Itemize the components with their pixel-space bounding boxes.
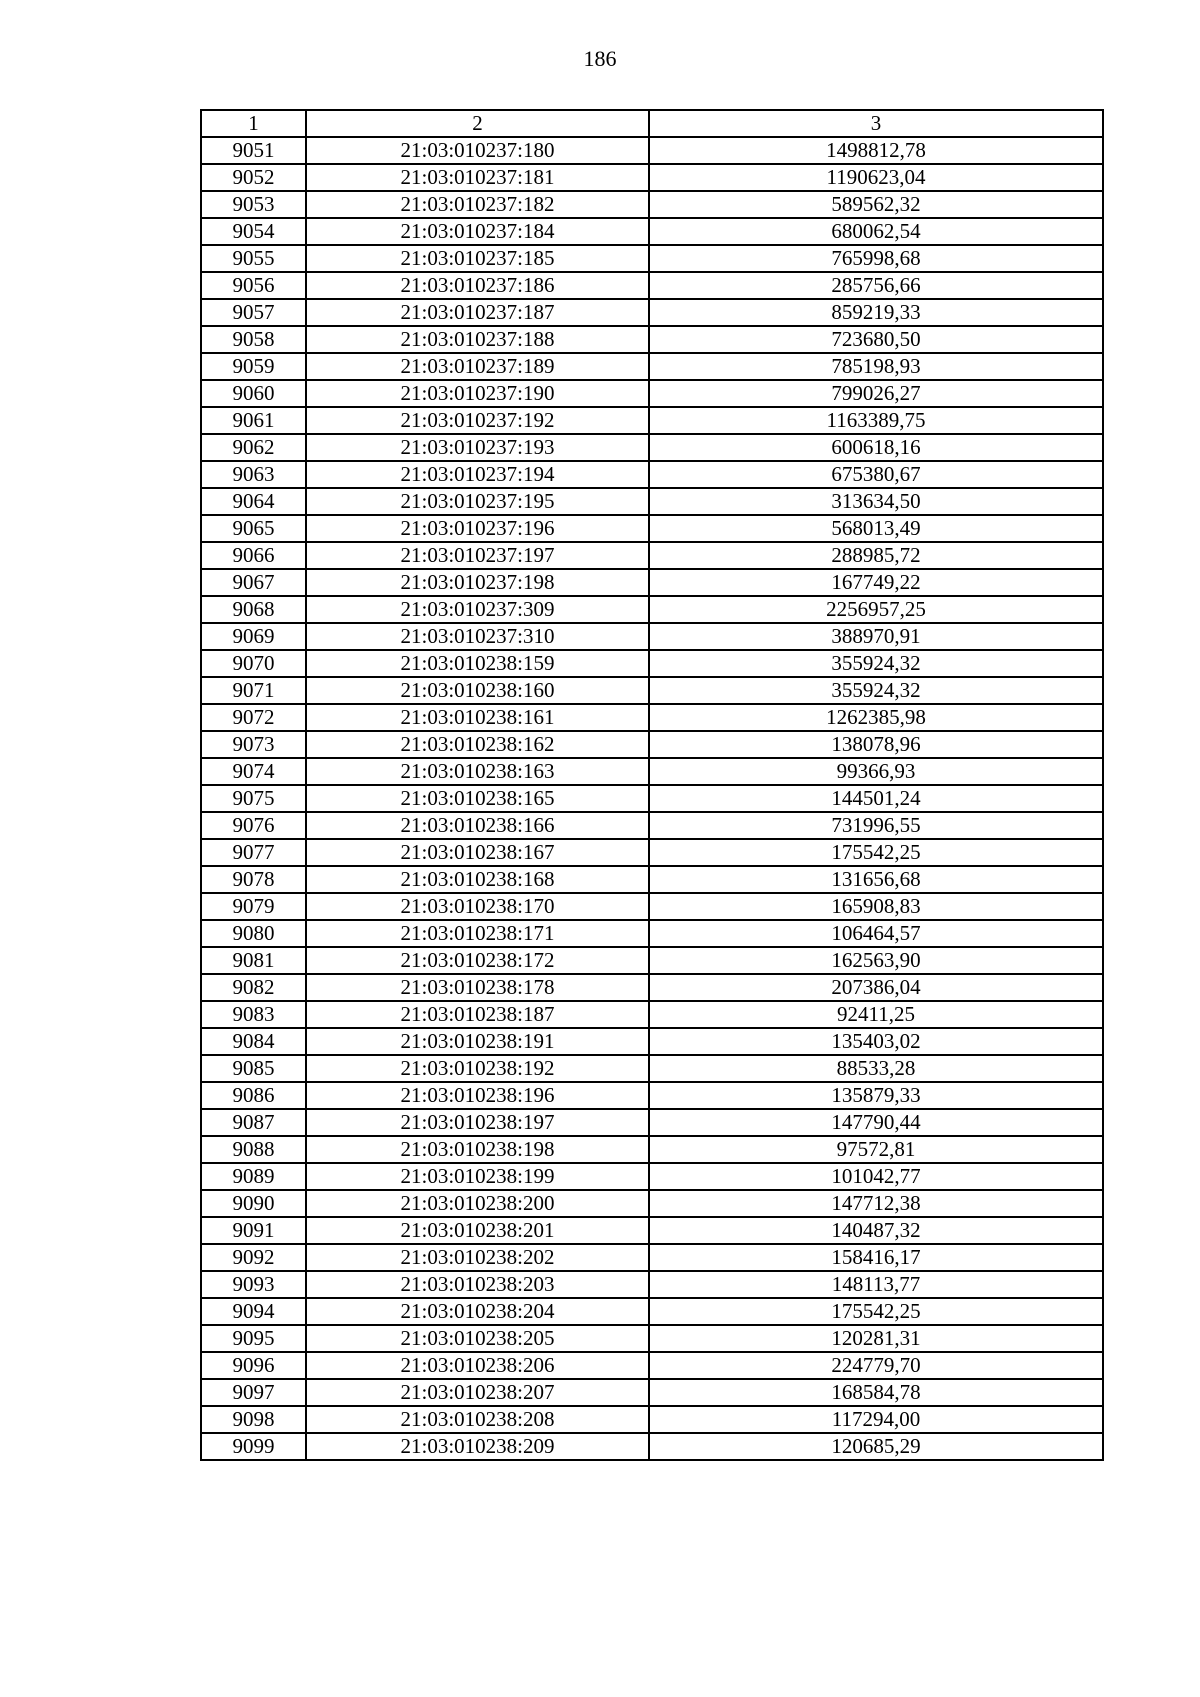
row-number-cell: 9052 <box>201 164 306 191</box>
value-cell: 88533,28 <box>649 1055 1103 1082</box>
table-row <box>201 218 1103 245</box>
table-row <box>201 1406 1103 1433</box>
row-number-cell: 9068 <box>201 596 306 623</box>
cadastral-number-cell: 21:03:010237:190 <box>306 380 649 407</box>
table-row <box>201 1082 1103 1109</box>
row-number-cell: 9055 <box>201 245 306 272</box>
cadastral-number-cell: 21:03:010237:189 <box>306 353 649 380</box>
table-row <box>201 1001 1103 1028</box>
row-number-cell: 9089 <box>201 1163 306 1190</box>
value-cell: 120685,29 <box>649 1433 1103 1460</box>
table-row <box>201 1109 1103 1136</box>
value-cell: 388970,91 <box>649 623 1103 650</box>
cadastral-number-cell: 21:03:010238:187 <box>306 1001 649 1028</box>
table-row <box>201 353 1103 380</box>
table-row <box>201 164 1103 191</box>
table-row <box>201 1271 1103 1298</box>
value-cell: 2256957,25 <box>649 596 1103 623</box>
cadastral-number-cell: 21:03:010238:208 <box>306 1406 649 1433</box>
row-number-cell: 9096 <box>201 1352 306 1379</box>
table-row <box>201 704 1103 731</box>
value-cell: 1163389,75 <box>649 407 1103 434</box>
row-number-cell: 9076 <box>201 812 306 839</box>
cadastral-number-cell: 21:03:010238:170 <box>306 893 649 920</box>
table-row <box>201 299 1103 326</box>
table-row <box>201 731 1103 758</box>
value-cell: 158416,17 <box>649 1244 1103 1271</box>
cadastral-number-cell: 21:03:010237:195 <box>306 488 649 515</box>
cadastral-number-cell: 21:03:010238:199 <box>306 1163 649 1190</box>
row-number-cell: 9092 <box>201 1244 306 1271</box>
value-cell: 589562,32 <box>649 191 1103 218</box>
table-header-row <box>201 110 1103 137</box>
cadastral-number-cell: 21:03:010238:160 <box>306 677 649 704</box>
row-number-cell: 9064 <box>201 488 306 515</box>
cadastral-number-cell: 21:03:010238:201 <box>306 1217 649 1244</box>
value-cell: 165908,83 <box>649 893 1103 920</box>
table-row <box>201 893 1103 920</box>
row-number-cell: 9073 <box>201 731 306 758</box>
table-row <box>201 1217 1103 1244</box>
table-row <box>201 1325 1103 1352</box>
cadastral-number-cell: 21:03:010238:197 <box>306 1109 649 1136</box>
row-number-cell: 9057 <box>201 299 306 326</box>
cadastral-number-cell: 21:03:010237:194 <box>306 461 649 488</box>
value-cell: 1498812,78 <box>649 137 1103 164</box>
table-row <box>201 488 1103 515</box>
cadastral-number-cell: 21:03:010238:159 <box>306 650 649 677</box>
cadastral-number-cell: 21:03:010238:206 <box>306 1352 649 1379</box>
value-cell: 168584,78 <box>649 1379 1103 1406</box>
row-number-cell: 9059 <box>201 353 306 380</box>
value-cell: 92411,25 <box>649 1001 1103 1028</box>
value-cell: 859219,33 <box>649 299 1103 326</box>
table-row <box>201 1136 1103 1163</box>
cadastral-number-cell: 21:03:010238:204 <box>306 1298 649 1325</box>
row-number-cell: 9097 <box>201 1379 306 1406</box>
cadastral-number-cell: 21:03:010238:162 <box>306 731 649 758</box>
value-cell: 135403,02 <box>649 1028 1103 1055</box>
value-cell: 680062,54 <box>649 218 1103 245</box>
value-cell: 97572,81 <box>649 1136 1103 1163</box>
column-header-3: 3 <box>649 110 1103 137</box>
value-cell: 355924,32 <box>649 650 1103 677</box>
row-number-cell: 9090 <box>201 1190 306 1217</box>
value-cell: 144501,24 <box>649 785 1103 812</box>
cadastral-number-cell: 21:03:010237:188 <box>306 326 649 353</box>
row-number-cell: 9075 <box>201 785 306 812</box>
row-number-cell: 9053 <box>201 191 306 218</box>
table-row <box>201 1055 1103 1082</box>
row-number-cell: 9099 <box>201 1433 306 1460</box>
cadastral-number-cell: 21:03:010238:209 <box>306 1433 649 1460</box>
cadastral-number-cell: 21:03:010237:184 <box>306 218 649 245</box>
value-cell: 106464,57 <box>649 920 1103 947</box>
cadastral-number-cell: 21:03:010238:166 <box>306 812 649 839</box>
value-cell: 568013,49 <box>649 515 1103 542</box>
value-cell: 99366,93 <box>649 758 1103 785</box>
row-number-cell: 9083 <box>201 1001 306 1028</box>
table-row <box>201 920 1103 947</box>
table-row <box>201 1379 1103 1406</box>
value-cell: 723680,50 <box>649 326 1103 353</box>
table-body <box>201 137 1103 1460</box>
cadastral-number-cell: 21:03:010237:198 <box>306 569 649 596</box>
row-number-cell: 9093 <box>201 1271 306 1298</box>
row-number-cell: 9056 <box>201 272 306 299</box>
value-cell: 167749,22 <box>649 569 1103 596</box>
cadastral-number-cell: 21:03:010238:200 <box>306 1190 649 1217</box>
table-row <box>201 542 1103 569</box>
value-cell: 313634,50 <box>649 488 1103 515</box>
row-number-cell: 9087 <box>201 1109 306 1136</box>
table-row <box>201 1352 1103 1379</box>
value-cell: 135879,33 <box>649 1082 1103 1109</box>
cadastral-number-cell: 21:03:010237:196 <box>306 515 649 542</box>
table-row <box>201 191 1103 218</box>
value-cell: 785198,93 <box>649 353 1103 380</box>
value-cell: 355924,32 <box>649 677 1103 704</box>
value-cell: 148113,77 <box>649 1271 1103 1298</box>
page-number: 186 <box>583 46 617 71</box>
table-row <box>201 596 1103 623</box>
value-cell: 162563,90 <box>649 947 1103 974</box>
table-row <box>201 326 1103 353</box>
table-row <box>201 380 1103 407</box>
cadastral-number-cell: 21:03:010238:207 <box>306 1379 649 1406</box>
cadastral-number-cell: 21:03:010238:191 <box>306 1028 649 1055</box>
table-row <box>201 407 1103 434</box>
row-number-cell: 9051 <box>201 137 306 164</box>
row-number-cell: 9095 <box>201 1325 306 1352</box>
cadastral-number-cell: 21:03:010238:203 <box>306 1271 649 1298</box>
row-number-cell: 9061 <box>201 407 306 434</box>
table-row <box>201 137 1103 164</box>
value-cell: 175542,25 <box>649 839 1103 866</box>
table-row <box>201 812 1103 839</box>
cadastral-number-cell: 21:03:010238:198 <box>306 1136 649 1163</box>
row-number-cell: 9085 <box>201 1055 306 1082</box>
cadastral-number-cell: 21:03:010238:171 <box>306 920 649 947</box>
table-row <box>201 1028 1103 1055</box>
value-cell: 117294,00 <box>649 1406 1103 1433</box>
table-row <box>201 839 1103 866</box>
cadastral-number-cell: 21:03:010238:196 <box>306 1082 649 1109</box>
cadastral-number-cell: 21:03:010238:205 <box>306 1325 649 1352</box>
value-cell: 140487,32 <box>649 1217 1103 1244</box>
table-row <box>201 947 1103 974</box>
value-cell: 138078,96 <box>649 731 1103 758</box>
row-number-cell: 9072 <box>201 704 306 731</box>
row-number-cell: 9062 <box>201 434 306 461</box>
cadastral-number-cell: 21:03:010238:172 <box>306 947 649 974</box>
table-row <box>201 245 1103 272</box>
row-number-cell: 9084 <box>201 1028 306 1055</box>
row-number-cell: 9088 <box>201 1136 306 1163</box>
column-header-2: 2 <box>306 110 649 137</box>
row-number-cell: 9082 <box>201 974 306 1001</box>
table-row <box>201 569 1103 596</box>
cadastral-number-cell: 21:03:010238:163 <box>306 758 649 785</box>
value-cell: 731996,55 <box>649 812 1103 839</box>
cadastral-number-cell: 21:03:010238:168 <box>306 866 649 893</box>
table-row <box>201 1298 1103 1325</box>
cadastral-number-cell: 21:03:010238:167 <box>306 839 649 866</box>
table-row <box>201 623 1103 650</box>
value-cell: 131656,68 <box>649 866 1103 893</box>
table-row <box>201 272 1103 299</box>
table-row <box>201 461 1103 488</box>
row-number-cell: 9098 <box>201 1406 306 1433</box>
value-cell: 288985,72 <box>649 542 1103 569</box>
table-row <box>201 1190 1103 1217</box>
row-number-cell: 9054 <box>201 218 306 245</box>
value-cell: 1190623,04 <box>649 164 1103 191</box>
table-row <box>201 650 1103 677</box>
row-number-cell: 9065 <box>201 515 306 542</box>
value-cell: 207386,04 <box>649 974 1103 1001</box>
cadastral-number-cell: 21:03:010237:181 <box>306 164 649 191</box>
value-cell: 175542,25 <box>649 1298 1103 1325</box>
row-number-cell: 9086 <box>201 1082 306 1109</box>
value-cell: 147790,44 <box>649 1109 1103 1136</box>
value-cell: 600618,16 <box>649 434 1103 461</box>
cadastral-number-cell: 21:03:010237:180 <box>306 137 649 164</box>
value-cell: 120281,31 <box>649 1325 1103 1352</box>
row-number-cell: 9067 <box>201 569 306 596</box>
cadastral-number-cell: 21:03:010238:178 <box>306 974 649 1001</box>
row-number-cell: 9071 <box>201 677 306 704</box>
cadastral-number-cell: 21:03:010237:185 <box>306 245 649 272</box>
table-row <box>201 1163 1103 1190</box>
cadastral-number-cell: 21:03:010238:202 <box>306 1244 649 1271</box>
cadastral-number-cell: 21:03:010237:309 <box>306 596 649 623</box>
table-row <box>201 677 1103 704</box>
cadastral-number-cell: 21:03:010237:187 <box>306 299 649 326</box>
value-cell: 285756,66 <box>649 272 1103 299</box>
value-cell: 765998,68 <box>649 245 1103 272</box>
value-cell: 224779,70 <box>649 1352 1103 1379</box>
value-cell: 799026,27 <box>649 380 1103 407</box>
table-row <box>201 974 1103 1001</box>
table-row <box>201 515 1103 542</box>
value-cell: 101042,77 <box>649 1163 1103 1190</box>
cadastral-number-cell: 21:03:010237:193 <box>306 434 649 461</box>
cadastral-number-cell: 21:03:010237:182 <box>306 191 649 218</box>
row-number-cell: 9091 <box>201 1217 306 1244</box>
row-number-cell: 9078 <box>201 866 306 893</box>
data-table <box>200 109 1104 1461</box>
cadastral-number-cell: 21:03:010237:310 <box>306 623 649 650</box>
row-number-cell: 9079 <box>201 893 306 920</box>
row-number-cell: 9077 <box>201 839 306 866</box>
row-number-cell: 9074 <box>201 758 306 785</box>
table-row <box>201 1244 1103 1271</box>
table-row <box>201 1433 1103 1460</box>
row-number-cell: 9069 <box>201 623 306 650</box>
cadastral-number-cell: 21:03:010238:192 <box>306 1055 649 1082</box>
cadastral-number-cell: 21:03:010238:165 <box>306 785 649 812</box>
row-number-cell: 9081 <box>201 947 306 974</box>
table-row <box>201 785 1103 812</box>
cadastral-number-cell: 21:03:010238:161 <box>306 704 649 731</box>
value-cell: 675380,67 <box>649 461 1103 488</box>
row-number-cell: 9063 <box>201 461 306 488</box>
table-row <box>201 434 1103 461</box>
row-number-cell: 9058 <box>201 326 306 353</box>
cadastral-number-cell: 21:03:010237:192 <box>306 407 649 434</box>
row-number-cell: 9060 <box>201 380 306 407</box>
cadastral-number-cell: 21:03:010237:197 <box>306 542 649 569</box>
column-header-1: 1 <box>201 110 306 137</box>
row-number-cell: 9066 <box>201 542 306 569</box>
row-number-cell: 9080 <box>201 920 306 947</box>
table-row <box>201 758 1103 785</box>
value-cell: 1262385,98 <box>649 704 1103 731</box>
cadastral-number-cell: 21:03:010237:186 <box>306 272 649 299</box>
table-row <box>201 866 1103 893</box>
row-number-cell: 9094 <box>201 1298 306 1325</box>
row-number-cell: 9070 <box>201 650 306 677</box>
value-cell: 147712,38 <box>649 1190 1103 1217</box>
